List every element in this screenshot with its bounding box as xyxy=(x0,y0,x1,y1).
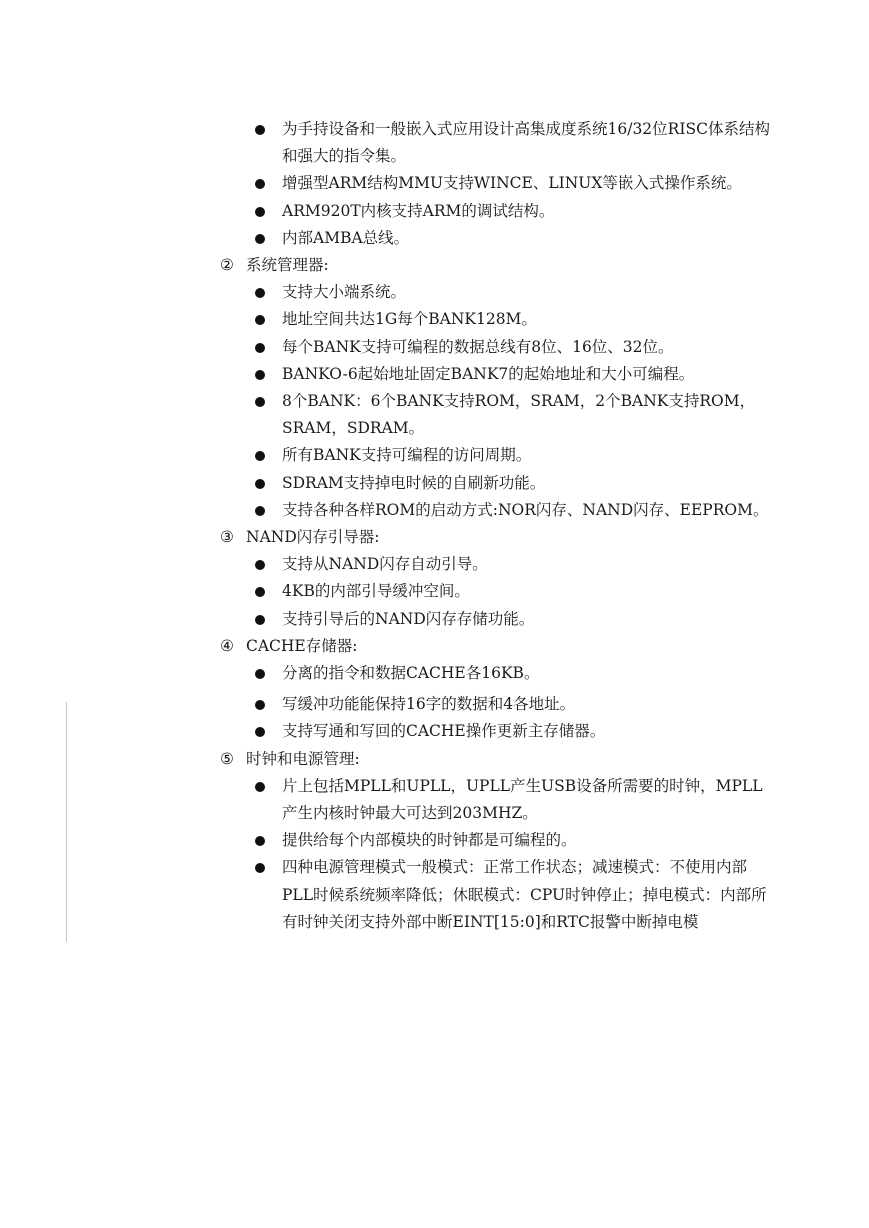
bullet-icon xyxy=(255,315,265,325)
bullet-icon xyxy=(255,560,265,570)
bullet-icon xyxy=(255,782,265,792)
bullet-icon xyxy=(255,836,265,846)
list-item-text: 四种电源管理模式一般模式：正常工作状态；减速模式：不使用内部PLL时候系统频率降低；休眠模式：CPU时钟停止；掉电模式：内部所有时钟关闭支持外部中断EINT[15:0]和RTC报警中断掉电模 xyxy=(282,858,767,931)
list-item-text: 写缓冲功能能保持16字的数据和4各地址。 xyxy=(282,695,576,714)
document-body xyxy=(220,116,775,936)
margin-line xyxy=(66,702,67,942)
section-heading xyxy=(220,252,775,279)
list-item xyxy=(220,578,775,605)
intro-list xyxy=(220,116,775,252)
list-item xyxy=(220,279,775,306)
list-item xyxy=(220,606,775,633)
bullet-icon xyxy=(255,615,265,625)
bullet-icon xyxy=(255,288,265,298)
bullet-icon xyxy=(255,397,265,407)
list-item-text: 为手持设备和一般嵌入式应用设计高集成度系统16/32位RISC体系结构和强大的指令集。 xyxy=(282,120,770,166)
bullet-icon xyxy=(255,207,265,217)
section-cache-memory xyxy=(220,633,775,746)
list-item xyxy=(220,773,775,827)
section-system-manager xyxy=(220,252,775,524)
list-item xyxy=(220,660,775,687)
section-heading xyxy=(220,746,775,773)
list-item xyxy=(220,718,775,745)
list-item xyxy=(220,854,775,936)
list-item xyxy=(220,497,775,524)
list-item-text: 支持写通和写回的CACHE操作更新主存储器。 xyxy=(282,722,606,741)
list-item-text: 增强型ARM结构MMU支持WINCE、LINUX等嵌入式操作系统。 xyxy=(282,174,742,193)
list-item-text: 支持各种各样ROM的启动方式:NOR闪存、NAND闪存、EEPROM。 xyxy=(282,500,769,519)
section-title: NAND闪存引导器: xyxy=(246,528,380,547)
list-item-text: 支持引导后的NAND闪存存储功能。 xyxy=(282,609,535,628)
section-clock-power xyxy=(220,746,775,936)
list-item-text: 4KB的内部引导缓冲空间。 xyxy=(282,582,470,601)
section-number: ② xyxy=(220,256,234,275)
list-item-text: 内部AMBA总线。 xyxy=(282,228,410,247)
section-number: ④ xyxy=(220,636,234,655)
list-item xyxy=(220,388,775,442)
section-number: ⑤ xyxy=(220,749,234,768)
list-item-text: 8个BANK：6个BANK支持ROM，SRAM，2个BANK支持ROM，SRAM，SDRAM。 xyxy=(282,392,756,438)
bullet-icon xyxy=(255,451,265,461)
section-title: CACHE存储器: xyxy=(246,636,358,655)
list-item-text: BANKO-6起始地址固定BANK7的起始地址和大小可编程。 xyxy=(282,364,695,383)
bullet-icon xyxy=(255,125,265,135)
list-item-text: 分离的指令和数据CACHE各16KB。 xyxy=(282,664,540,683)
list-item-text: SDRAM支持掉电时候的自刷新功能。 xyxy=(282,473,546,492)
list-item-text: 地址空间共达1G每个BANK128M。 xyxy=(282,310,537,329)
list-item-text: 每个BANK支持可编程的数据总线有8位、16位、32位。 xyxy=(282,337,674,356)
list-item xyxy=(220,170,775,197)
bullet-icon xyxy=(255,479,265,489)
section-nand-boot-loader xyxy=(220,524,775,633)
list-item-text: 支持大小端系统。 xyxy=(282,283,407,302)
list-item-text: 所有BANK支持可编程的访问周期。 xyxy=(282,446,532,465)
list-item-text: 片上包括MPLL和UPLL，UPLL产生USB设备所需要的时钟，MPLL产生内核时钟最大可达到203MHZ。 xyxy=(282,776,763,823)
list-item xyxy=(220,225,775,252)
section-number: ③ xyxy=(220,528,234,547)
list-item xyxy=(220,551,775,578)
list-item xyxy=(220,827,775,854)
section-heading xyxy=(220,524,775,551)
bullet-icon xyxy=(255,234,265,244)
bullet-icon xyxy=(255,587,265,597)
bullet-icon xyxy=(255,370,265,380)
list-item xyxy=(220,198,775,225)
list-item xyxy=(220,442,775,469)
list-item xyxy=(220,470,775,497)
list-item xyxy=(220,116,775,170)
section-title: 时钟和电源管理: xyxy=(246,749,360,768)
bullet-icon xyxy=(255,700,265,710)
section-title: 系统管理器: xyxy=(246,256,329,275)
list-item xyxy=(220,306,775,333)
bullet-icon xyxy=(255,727,265,737)
bullet-icon xyxy=(255,669,265,679)
list-item-text: 支持从NAND闪存自动引导。 xyxy=(282,555,488,574)
bullet-icon xyxy=(255,343,265,353)
bullet-icon xyxy=(255,506,265,516)
list-item xyxy=(220,361,775,388)
bullet-icon xyxy=(255,179,265,189)
list-item-text: 提供给每个内部模块的时钟都是可编程的。 xyxy=(282,831,577,850)
bullet-icon xyxy=(255,863,265,873)
list-item xyxy=(220,334,775,361)
list-item xyxy=(220,691,775,718)
section-heading xyxy=(220,633,775,660)
list-item-text: ARM920T内核支持ARM的调试结构。 xyxy=(282,201,555,220)
